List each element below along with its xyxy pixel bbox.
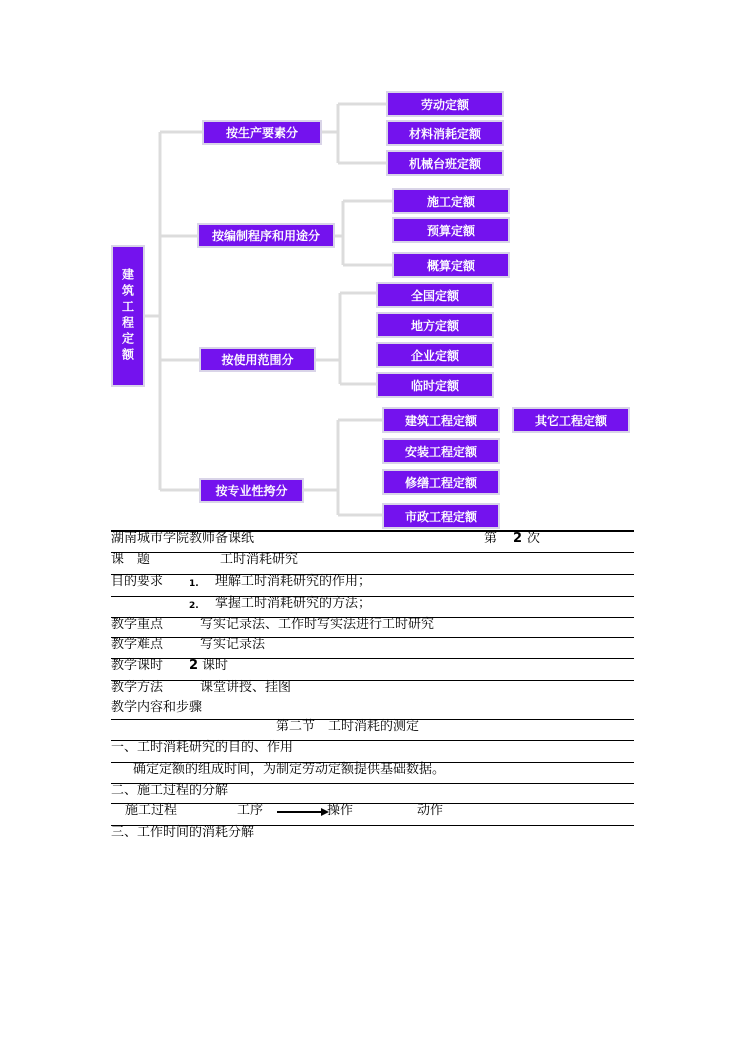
category-node-production: 按生产要素分 bbox=[202, 120, 322, 145]
process-step-4: 动作 bbox=[417, 803, 444, 818]
arrow-right-icon bbox=[277, 807, 329, 817]
category-node-procedure: 按编制程序和用途分 bbox=[197, 223, 335, 248]
item-node: 施工定额 bbox=[392, 188, 510, 214]
item-node: 全国定额 bbox=[376, 282, 494, 308]
paragraph-1: 确定定额的组成时间，为制定劳动定额提供基础数据。 bbox=[133, 762, 446, 777]
section-title-row bbox=[111, 719, 634, 734]
heading-2-row bbox=[111, 783, 634, 798]
difficulty-label: 教学难点 bbox=[111, 637, 164, 652]
session-suffix: 次 bbox=[527, 531, 541, 546]
hours-number: 2 bbox=[189, 658, 199, 673]
heading-3: 三、工作时间的消耗分解 bbox=[111, 825, 255, 840]
hours-row bbox=[111, 658, 634, 673]
goal-1-number: 1. bbox=[189, 579, 199, 589]
heading-3-row bbox=[111, 825, 634, 840]
method-label: 教学方法 bbox=[111, 680, 164, 695]
item-node: 地方定额 bbox=[376, 312, 494, 338]
difficulty-row bbox=[111, 637, 634, 652]
category-node-scope: 按使用范围分 bbox=[199, 347, 316, 372]
content-label: 教学内容和步骤 bbox=[111, 700, 203, 715]
header-title: 湖南城市学院教师备课纸 bbox=[111, 531, 255, 546]
goal-row-1 bbox=[111, 574, 634, 589]
item-node: 企业定额 bbox=[376, 342, 494, 368]
goal-label: 目的要求 bbox=[111, 574, 164, 589]
section-title: 第二节 工时消耗的测定 bbox=[276, 719, 420, 734]
goal-2-text: 掌握工时消耗研究的方法； bbox=[215, 596, 372, 611]
hours-label: 教学课时 bbox=[111, 658, 164, 673]
hours-unit: 课时 bbox=[202, 658, 229, 673]
item-node: 概算定额 bbox=[392, 252, 510, 278]
method-value: 课堂讲授、挂图 bbox=[200, 680, 292, 695]
item-node-extra: 其它工程定额 bbox=[512, 407, 630, 433]
header-row bbox=[111, 531, 634, 546]
process-step-3: 操作 bbox=[327, 803, 354, 818]
heading-2: 二、施工过程的分解 bbox=[111, 783, 229, 798]
item-node: 建筑工程定额 bbox=[382, 407, 500, 433]
session-number: 2 bbox=[513, 531, 523, 546]
process-step-2: 工序 bbox=[237, 803, 264, 818]
key-points-row bbox=[111, 617, 634, 632]
topic-label: 课 题 bbox=[111, 552, 151, 567]
heading-1: 一、工时消耗研究的目的、作用 bbox=[111, 740, 294, 755]
item-node: 劳动定额 bbox=[386, 91, 504, 117]
key-points-value: 写实记录法、工作时写实法进行工时研究 bbox=[200, 617, 435, 632]
session-prefix: 第 bbox=[484, 531, 498, 546]
item-node: 市政工程定额 bbox=[382, 503, 500, 529]
item-node: 安装工程定额 bbox=[382, 438, 500, 464]
difficulty-value: 写实记录法 bbox=[200, 637, 266, 652]
process-row bbox=[111, 803, 634, 818]
process-step-1: 施工过程 bbox=[125, 803, 178, 818]
item-node: 修缮工程定额 bbox=[382, 469, 500, 495]
root-node: 建筑工程定额 bbox=[111, 245, 145, 387]
goal-row-2 bbox=[111, 596, 634, 611]
method-row bbox=[111, 680, 634, 695]
paragraph-1-row bbox=[111, 762, 634, 777]
item-node: 临时定额 bbox=[376, 372, 494, 398]
key-points-label: 教学重点 bbox=[111, 617, 164, 632]
item-node: 材料消耗定额 bbox=[386, 120, 504, 146]
topic-row bbox=[111, 552, 634, 567]
goal-1-text: 理解工时消耗研究的作用； bbox=[215, 574, 372, 589]
category-node-specialty: 按专业性挎分 bbox=[199, 478, 304, 503]
goal-2-number: 2. bbox=[189, 601, 199, 611]
heading-1-row bbox=[111, 740, 634, 755]
item-node: 机械台班定额 bbox=[386, 150, 504, 176]
topic-value: 工时消耗研究 bbox=[220, 552, 299, 567]
item-node: 预算定额 bbox=[392, 217, 510, 243]
